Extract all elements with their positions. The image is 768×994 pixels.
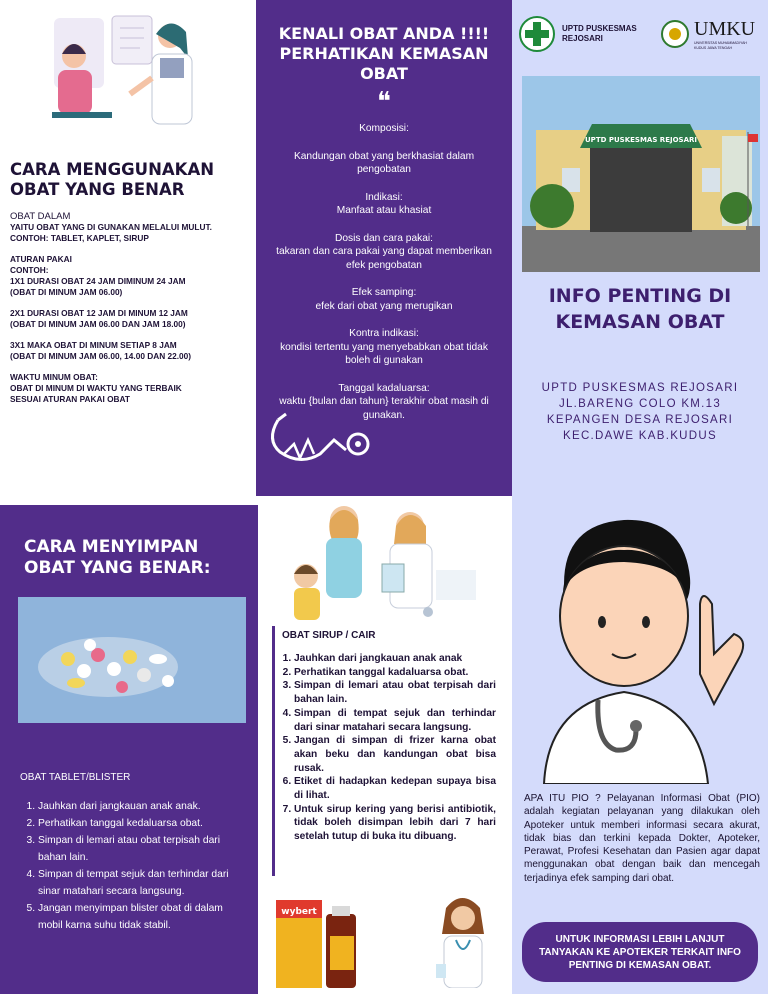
waktu-line: SESUAI ATURAN PAKAI OBAT: [10, 394, 130, 404]
section-komposisi: Komposisi:: [359, 123, 409, 134]
pills-photo: [18, 597, 246, 723]
aturan-item: [10, 276, 254, 298]
usage-body: [10, 211, 254, 405]
list-item: 4. Simpan di tempat sejuk dan terhindar dari sinar matahari secara langsung.: [38, 866, 240, 900]
aturan-item: [10, 308, 254, 330]
obat-dalam-head: OBAT DALAM: [10, 211, 71, 222]
panel-storage-tablet: [0, 505, 258, 994]
umku-logo-sub: UNIVERSITAS MUHAMMADIYAH KUDUS JAWA TENGAH: [694, 40, 747, 50]
logo-puskesmas: [518, 12, 642, 56]
aturan-contoh: CONTOH:: [10, 265, 49, 275]
section-kontra-head: Kontra indikasi:: [349, 328, 419, 339]
storage-sub: OBAT TABLET/BLISTER: [20, 772, 131, 783]
list-item: 2. Perhatikan tanggal kadaluarsa obat.: [294, 666, 496, 680]
panel-know-medicine: [256, 0, 512, 496]
list-item: 5. Jangan menyimpan blister obat di dalam mobil karna suhu tidak stabil.: [38, 900, 240, 934]
doctor-patient-illustration: [52, 8, 212, 138]
info-title: INFO PENTING DI KEMASAN OBAT: [548, 285, 732, 333]
section-dosis-body: takaran dan cara pakai yang dapat memberikan efek pengobatan: [276, 246, 492, 271]
syrup-product-photo: [274, 896, 364, 990]
section-kandungan: Kandungan obat yang berkhasiat dalam pengobatan: [293, 150, 475, 175]
aturan-line: (OBAT DI MINUM JAM 06.00 DAN JAM 18.00): [10, 319, 186, 329]
umku-logo-icon: [660, 19, 690, 49]
pharmacist-child-illustration: [286, 500, 482, 624]
panel-pio: [512, 496, 768, 994]
address-line: JL.BARENG COLO KM.13: [558, 398, 722, 410]
syrup-list: [282, 652, 496, 844]
section-kadaluarsa-body: waktu {bulan dan tahun} terakhir obat masih di gunakan.: [279, 396, 489, 421]
storage-list: [22, 798, 240, 934]
list-item: 2. Perhatikan tanggal kedaluarsa obat.: [38, 815, 240, 832]
panel-storage-syrup: [258, 496, 512, 994]
building-sign: UPTD PUSKESMAS REJOSARI: [585, 136, 697, 144]
aturan-head: ATURAN PAKAI: [10, 254, 72, 264]
aturan-line: (OBAT DI MINUM JAM 06.00, 14.00 DAN 22.00): [10, 351, 192, 361]
building-photo: [522, 76, 760, 272]
address-line: KEPANGEN DESA REJOSARI: [546, 414, 734, 426]
section-kontra-body: kondisi tertentu yang menyebabkan obat tidak boleh di gunakan: [280, 341, 488, 366]
cta-badge: [522, 922, 758, 982]
list-item: 6. Etiket di hadapkan kedepan supaya bisa di lihat.: [294, 775, 496, 802]
aturan-item: [10, 340, 254, 362]
list-item: 4. Simpan di tempat sejuk dan terhindar dari sinar matahari secara langsung.: [294, 707, 496, 734]
cta-text: UNTUK INFORMASI LEBIH LANJUT TANYAKAN KE APOTEKER TERKAIT INFO PENTING DI KEMASAN OBAT.: [539, 933, 741, 971]
aturan-line: 1X1 DURASI OBAT 24 JAM DIMINUM 24 JAM: [10, 276, 186, 286]
panel-usage: [0, 0, 256, 496]
usage-title: CARA MENGGUNAKAN OBAT YANG BENAR: [10, 160, 215, 199]
syrup-head: OBAT SIRUP / CAIR: [282, 630, 376, 641]
waktu-line: OBAT DI MINUM DI WAKTU YANG TERBAIK: [10, 383, 182, 393]
panel-info-cover: [512, 0, 768, 496]
doctor-pointing-illustration: [524, 504, 760, 784]
know-sections: [270, 122, 498, 422]
aturan-line: 3X1 MAKA OBAT DI MINUM SETIAP 8 JAM: [10, 340, 177, 350]
section-efek-body: efek dari obat yang merugikan: [315, 300, 453, 312]
quote-mark: ❝: [377, 86, 391, 116]
waktu-head: WAKTU MINUM OBAT:: [10, 372, 98, 382]
list-item: 3. Simpan di lemari atau obat terpisah dari bahan lain.: [294, 679, 496, 706]
know-title: KENALI OBAT ANDA !!!! PERHATIKAN KEMASAN OBAT: [278, 24, 490, 83]
storage-title: CARA MENYIMPAN OBAT YANG BENAR:: [24, 537, 211, 578]
list-item: 7. Untuk sirup kering yang berisi antibiotik, tidak boleh disimpan lebih dari 7 hari setelah tutup di buka itu dibuang.: [294, 803, 496, 844]
umku-logo-text: UMKU: [694, 17, 756, 40]
address-line: KEC.DAWE KAB.KUDUS: [563, 430, 717, 442]
section-dosis-head: Dosis dan cara pakai:: [335, 232, 433, 244]
puskesmas-logo-icon: [518, 15, 556, 53]
aturan-line: (OBAT DI MINUM JAM 06.00): [10, 287, 123, 297]
list-item: 1. Jauhkan dari jangkauan anak anak.: [38, 798, 240, 815]
obat-dalam-line: YAITU OBAT YANG DI GUNAKAN MELALUI MULUT.: [10, 222, 212, 232]
section-efek-head: Efek samping:: [351, 287, 417, 298]
puskesmas-logo-text: UPTD PUSKESMAS REJOSARI: [562, 24, 637, 43]
logo-umku: [660, 12, 764, 56]
list-item: 5. Jangan di simpan di frizer karna obat akan beku dan kandungan obat bisa rusak.: [294, 734, 496, 775]
product-brand: wybert: [281, 907, 317, 917]
section-kadaluarsa-head: Tanggal kadaluarsa:: [338, 382, 430, 394]
section-indikasi-body: Manfaat atau khasiat: [336, 205, 432, 216]
pharmacist-illustration: [428, 894, 498, 988]
stethoscope-icon: [264, 410, 384, 480]
pio-text: APA ITU PIO ? Pelayanan Informasi Obat (PIO) adalah kegiatan pelayanan yang dilakukan oleh Apoteker untuk memberi informasi secara akurat, tidak bias dan terkini kepada Dokter, Apoteker, Perawat, Profesi Kesehatan dan Pasien agar dapat menggunakan obat dengan baik dan mencegah terjadinya efek samping dari obat.: [524, 793, 760, 884]
list-item: 3. Simpan di lemari atau obat terpisah dari bahan lain.: [38, 832, 240, 866]
list-item: 1. Jauhkan dari jangkauan anak anak: [294, 652, 496, 666]
aturan-line: 2X1 DURASI OBAT 12 JAM DI MINUM 12 JAM: [10, 308, 188, 318]
address-line: UPTD PUSKESMAS REJOSARI: [541, 382, 739, 394]
address: [512, 380, 768, 444]
section-indikasi-head: Indikasi:: [365, 191, 403, 203]
obat-dalam-line: CONTOH: TABLET, KAPLET, SIRUP: [10, 233, 149, 243]
umku-text-block: [694, 18, 760, 51]
